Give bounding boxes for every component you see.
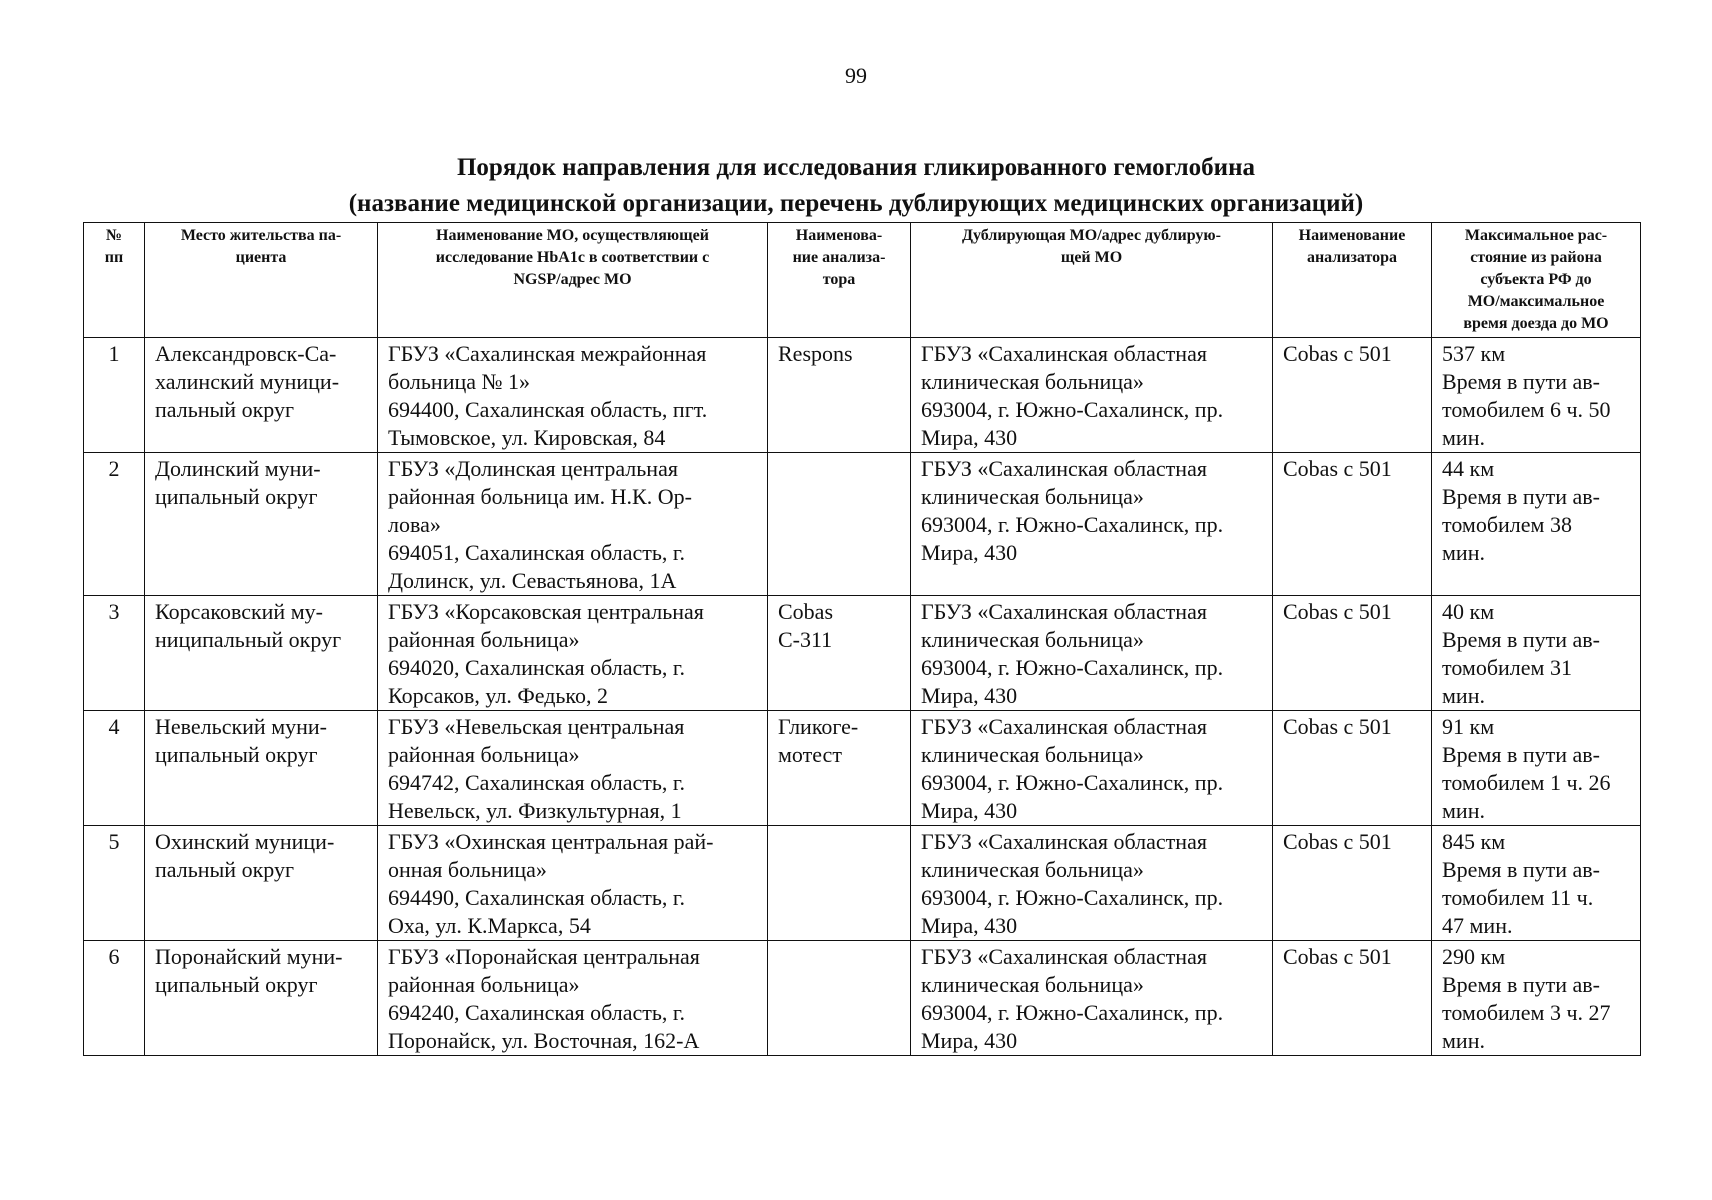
cell-mo (378, 826, 768, 941)
document-title (0, 150, 1712, 222)
cell-dup-mo (911, 826, 1273, 941)
cell-mo-line: ГБУЗ «Невельская центральная (388, 714, 685, 739)
table-body (84, 338, 1641, 1056)
cell-dup-analyzer-line: Cobas с 501 (1283, 944, 1392, 969)
cell-dup-analyzer-line: Cobas с 501 (1283, 456, 1392, 481)
cell-dup-mo-line: Мира, 430 (921, 1028, 1018, 1053)
cell-dup-analyzer (1273, 826, 1432, 941)
document-title-line-2: (название медицинской организации, перечень дублирующих медицинских организаций) (348, 190, 1364, 217)
cell-dup-mo-line: клиническая больница» (921, 484, 1144, 509)
table-row (84, 338, 1641, 453)
cell-dup-mo-line: клиническая больница» (921, 369, 1144, 394)
cell-distance-line: 537 км (1442, 341, 1506, 366)
cell-distance-line: 44 км (1442, 456, 1495, 481)
cell-dup-mo-line: Мира, 430 (921, 425, 1018, 450)
cell-dup-mo-line: клиническая больница» (921, 972, 1144, 997)
cell-distance-line: мин. (1442, 683, 1485, 708)
cell-dup-mo-line: клиническая больница» (921, 742, 1144, 767)
cell-dup-analyzer-line: Cobas с 501 (1283, 829, 1392, 854)
cell-distance (1432, 826, 1641, 941)
cell-distance-line: Время в пути ав- (1442, 369, 1601, 394)
cell-distance-line: 845 км (1442, 829, 1506, 854)
cell-dup-mo-line: Мира, 430 (921, 683, 1018, 708)
cell-distance-line: мин. (1442, 540, 1485, 565)
cell-place (145, 596, 378, 711)
cell-place (145, 941, 378, 1056)
cell-mo-line: районная больница» (388, 627, 580, 652)
cell-dup-mo-line: 693004, г. Южно-Сахалинск, пр. (921, 770, 1224, 795)
cell-analyzer-line: Respons (778, 341, 853, 366)
cell-dup-mo-line: клиническая больница» (921, 857, 1144, 882)
cell-dup-mo-line: 693004, г. Южно-Сахалинск, пр. (921, 512, 1224, 537)
table-row (84, 453, 1641, 596)
cell-distance-line: томобилем 6 ч. 50 (1442, 397, 1611, 422)
cell-distance-line: мин. (1442, 1028, 1485, 1053)
cell-distance-line: томобилем 3 ч. 27 (1442, 1000, 1611, 1025)
cell-place-line: ципальный округ (155, 742, 318, 767)
cell-mo-line: районная больница» (388, 972, 580, 997)
cell-mo-line: ГБУЗ «Охинская центральная рай- (388, 829, 714, 854)
cell-num: 6 (84, 941, 145, 1056)
cell-mo (378, 596, 768, 711)
cell-dup-mo (911, 453, 1273, 596)
cell-distance-line: 91 км (1442, 714, 1495, 739)
cell-dup-mo-line: ГБУЗ «Сахалинская областная (921, 829, 1207, 854)
cell-place-line: ципальный округ (155, 972, 318, 997)
header-dup-mo: Дублирующая МО/адрес дублирую- щей МО (911, 223, 1273, 338)
cell-analyzer (768, 711, 911, 826)
cell-dup-analyzer (1273, 596, 1432, 711)
cell-analyzer (768, 596, 911, 711)
cell-distance (1432, 711, 1641, 826)
cell-mo-line: лова» (388, 512, 441, 537)
cell-mo-line: онная больница» (388, 857, 547, 882)
cell-dup-analyzer-line: Cobas с 501 (1283, 341, 1392, 366)
cell-dup-analyzer (1273, 453, 1432, 596)
cell-place-line: Александровск-Са- (155, 341, 337, 366)
cell-mo-line: районная больница им. Н.К. Ор- (388, 484, 692, 509)
cell-distance-line: 290 км (1442, 944, 1506, 969)
cell-mo-line: 694490, Сахалинская область, г. (388, 885, 685, 910)
cell-distance-line: томобилем 1 ч. 26 (1442, 770, 1611, 795)
cell-place-line: Поронайский муни- (155, 944, 343, 969)
cell-mo-line: ГБУЗ «Сахалинская межрайонная (388, 341, 707, 366)
cell-mo-line: 694742, Сахалинская область, г. (388, 770, 685, 795)
cell-place (145, 711, 378, 826)
cell-place-line: ципальный округ (155, 484, 318, 509)
cell-distance-line: мин. (1442, 798, 1485, 823)
header-dup-analyzer: Наименование анализатора (1273, 223, 1432, 338)
cell-analyzer (768, 941, 911, 1056)
cell-analyzer-line: Cobas (778, 599, 833, 624)
cell-analyzer-line: Гликоге- (778, 714, 859, 739)
document-title-line-1: Порядок направления для исследования гликированного гемоглобина (456, 154, 1255, 181)
page-number: 99 (845, 63, 867, 88)
cell-dup-mo-line: Мира, 430 (921, 913, 1018, 938)
cell-analyzer-line: С-311 (778, 627, 833, 652)
cell-distance (1432, 338, 1641, 453)
cell-place-line: Долинский муни- (155, 456, 321, 481)
cell-place-line: Корсаковский му- (155, 599, 323, 624)
cell-mo-line: Поронайск, ул. Восточная, 162-А (388, 1028, 700, 1053)
header-place: Место жительства па- циента (145, 223, 378, 338)
cell-place-line: Охинский муници- (155, 829, 335, 854)
cell-mo-line: 694400, Сахалинская область, пгт. (388, 397, 708, 422)
cell-distance (1432, 941, 1641, 1056)
table-row (84, 596, 1641, 711)
table-header-row (84, 223, 1641, 338)
cell-place-line: Невельский муни- (155, 714, 327, 739)
cell-dup-mo (911, 941, 1273, 1056)
cell-dup-mo-line: ГБУЗ «Сахалинская областная (921, 599, 1207, 624)
cell-dup-mo (911, 338, 1273, 453)
cell-num: 3 (84, 596, 145, 711)
cell-distance-line: Время в пути ав- (1442, 627, 1601, 652)
cell-place (145, 453, 378, 596)
cell-dup-analyzer-line: Cobas с 501 (1283, 599, 1392, 624)
referral-table (83, 222, 1641, 1056)
table-row (84, 826, 1641, 941)
cell-dup-mo-line: ГБУЗ «Сахалинская областная (921, 456, 1207, 481)
cell-dup-mo (911, 711, 1273, 826)
cell-dup-mo-line: Мира, 430 (921, 798, 1018, 823)
cell-distance-line: томобилем 11 ч. (1442, 885, 1594, 910)
cell-dup-analyzer (1273, 941, 1432, 1056)
cell-dup-mo-line: 693004, г. Южно-Сахалинск, пр. (921, 1000, 1224, 1025)
cell-mo-line: Корсаков, ул. Федько, 2 (388, 683, 608, 708)
cell-dup-mo-line: ГБУЗ «Сахалинская областная (921, 341, 1207, 366)
cell-mo-line: 694051, Сахалинская область, г. (388, 540, 685, 565)
cell-mo-line: больница № 1» (388, 369, 530, 394)
cell-distance-line: Время в пути ав- (1442, 742, 1601, 767)
cell-distance-line: мин. (1442, 425, 1485, 450)
cell-dup-mo-line: Мира, 430 (921, 540, 1018, 565)
cell-dup-mo-line: ГБУЗ «Сахалинская областная (921, 714, 1207, 739)
cell-num: 4 (84, 711, 145, 826)
cell-mo-line: 694020, Сахалинская область, г. (388, 655, 685, 680)
cell-place-line: пальный округ (155, 397, 294, 422)
cell-place (145, 826, 378, 941)
cell-distance (1432, 453, 1641, 596)
cell-mo-line: ГБУЗ «Долинская центральная (388, 456, 678, 481)
cell-dup-analyzer-line: Cobas с 501 (1283, 714, 1392, 739)
cell-mo-line: Тымовское, ул. Кировская, 84 (388, 425, 666, 450)
cell-mo (378, 338, 768, 453)
cell-place-line: халинский муници- (155, 369, 340, 394)
cell-mo (378, 453, 768, 596)
cell-distance-line: Время в пути ав- (1442, 484, 1601, 509)
cell-dup-mo-line: 693004, г. Южно-Сахалинск, пр. (921, 655, 1224, 680)
cell-mo-line: ГБУЗ «Корсаковская центральная (388, 599, 704, 624)
table-row (84, 941, 1641, 1056)
cell-analyzer-line: мотест (778, 742, 842, 767)
cell-distance-line: томобилем 38 (1442, 512, 1572, 537)
cell-place (145, 338, 378, 453)
cell-dup-analyzer (1273, 711, 1432, 826)
cell-mo (378, 941, 768, 1056)
cell-distance-line: томобилем 31 (1442, 655, 1572, 680)
cell-place-line: пальный округ (155, 857, 294, 882)
cell-distance-line: 40 км (1442, 599, 1495, 624)
cell-dup-mo-line: клиническая больница» (921, 627, 1144, 652)
cell-dup-mo-line: 693004, г. Южно-Сахалинск, пр. (921, 885, 1224, 910)
header-mo: Наименование МО, осуществляющей исследование HbA1c в соответствии с NGSP/адрес МО (378, 223, 768, 338)
cell-analyzer (768, 453, 911, 596)
cell-mo-line: Невельск, ул. Физкультурная, 1 (388, 798, 682, 823)
cell-dup-mo-line: 693004, г. Южно-Сахалинск, пр. (921, 397, 1224, 422)
cell-distance-line: 47 мин. (1442, 913, 1513, 938)
header-num: № пп (84, 223, 145, 338)
cell-distance-line: Время в пути ав- (1442, 972, 1601, 997)
header-analyzer: Наименова- ние анализа- тора (768, 223, 911, 338)
cell-mo (378, 711, 768, 826)
cell-distance (1432, 596, 1641, 711)
table-row (84, 711, 1641, 826)
cell-mo-line: Долинск, ул. Севастьянова, 1А (388, 568, 677, 593)
cell-distance-line: Время в пути ав- (1442, 857, 1601, 882)
cell-mo-line: 694240, Сахалинская область, г. (388, 1000, 685, 1025)
cell-dup-mo (911, 596, 1273, 711)
cell-mo-line: ГБУЗ «Поронайская центральная (388, 944, 700, 969)
cell-mo-line: районная больница» (388, 742, 580, 767)
cell-mo-line: Оха, ул. К.Маркса, 54 (388, 913, 591, 938)
cell-dup-mo-line: ГБУЗ «Сахалинская областная (921, 944, 1207, 969)
cell-place-line: ниципальный округ (155, 627, 342, 652)
cell-num: 1 (84, 338, 145, 453)
cell-num: 2 (84, 453, 145, 596)
cell-num: 5 (84, 826, 145, 941)
cell-dup-analyzer (1273, 338, 1432, 453)
cell-analyzer (768, 338, 911, 453)
header-distance: Максимальное рас- стояние из района субъекта РФ до МО/максимальное время доезда до МО (1432, 223, 1641, 338)
cell-analyzer (768, 826, 911, 941)
